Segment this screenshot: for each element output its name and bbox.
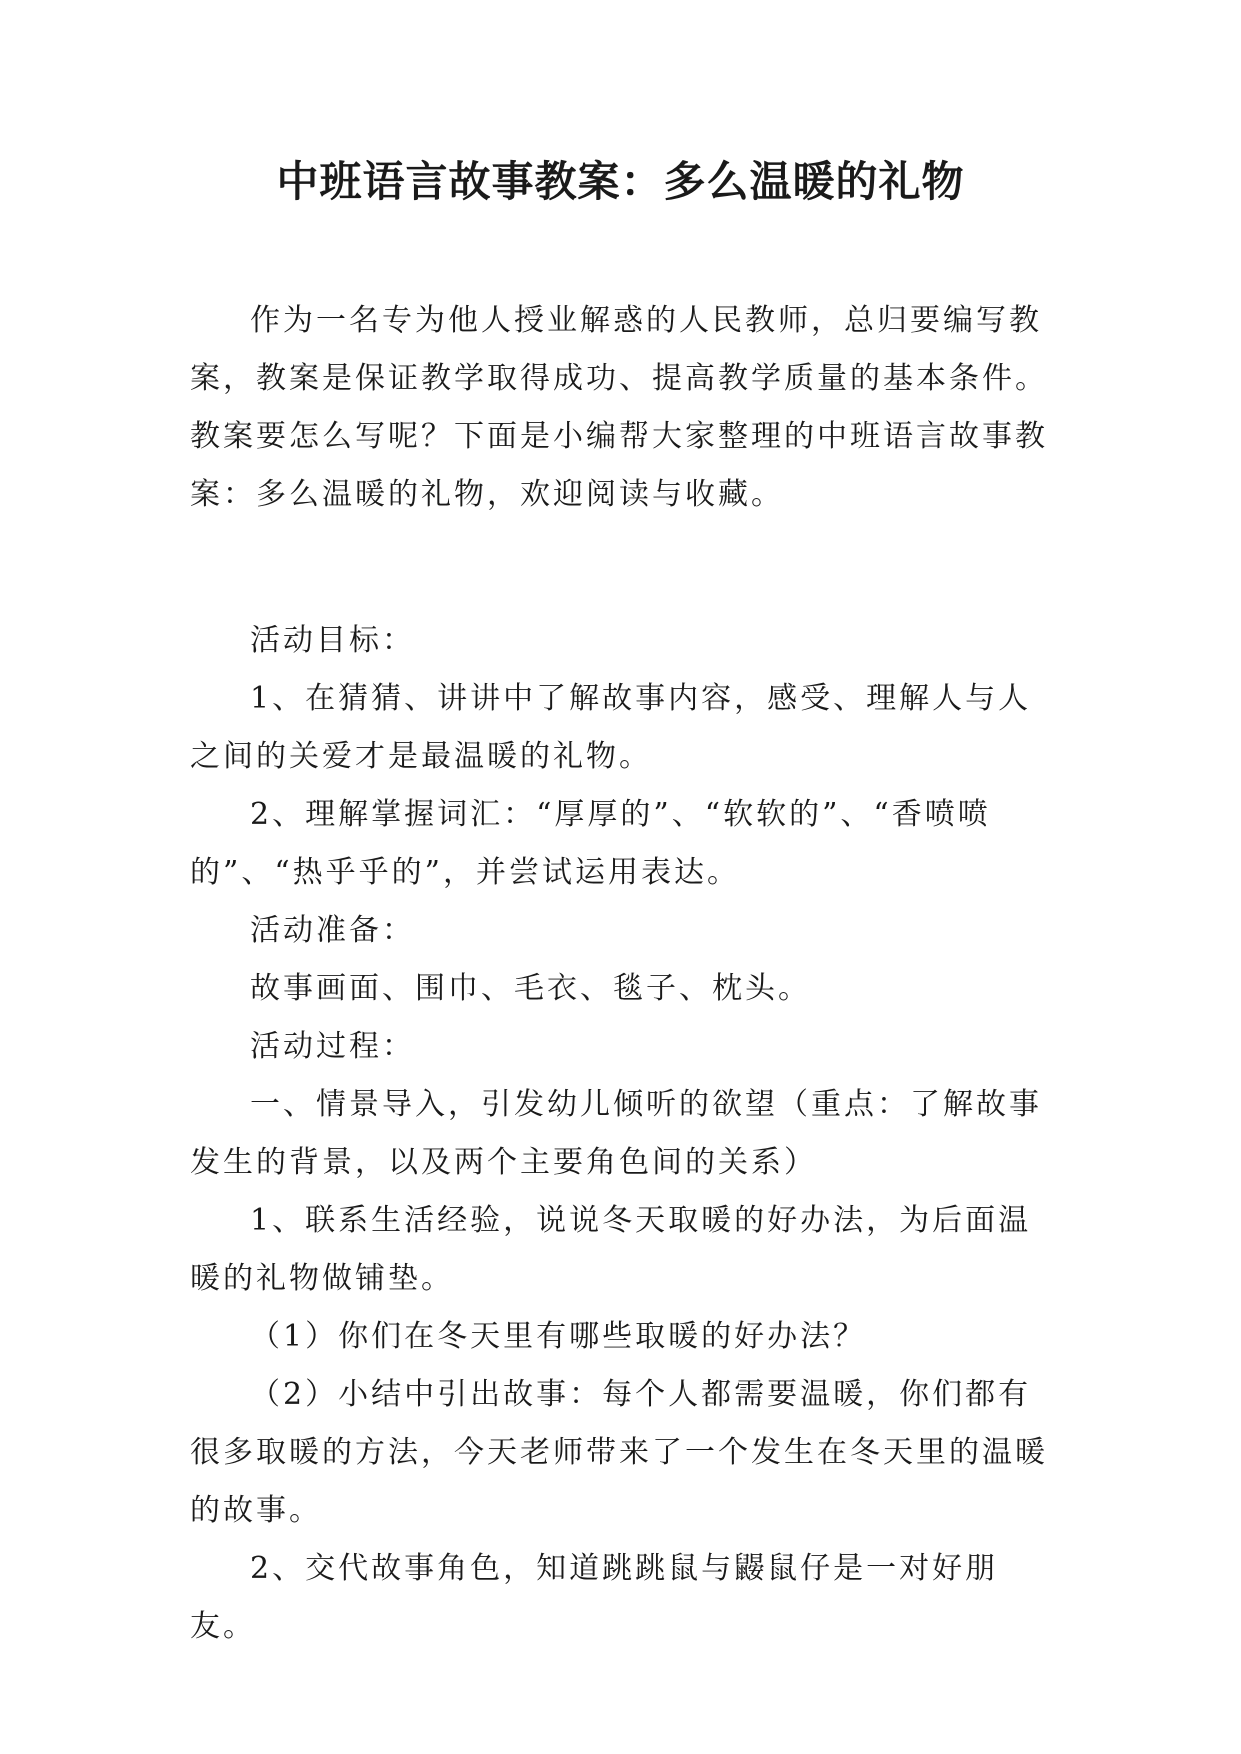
section-heading-preparation: 活动准备：: [250, 913, 415, 948]
paragraph-spacer: [190, 524, 1050, 612]
document-body: [190, 292, 1050, 1656]
preparation-list: 故事画面、围巾、毛衣、毯子、枕头。: [250, 971, 811, 1006]
goal-item-2: 2、理解掌握词汇：“厚厚的”、“软软的”、“香喷喷的”、“热乎乎的”，并尝试运用表达。: [190, 797, 991, 890]
goal-item-1: 1、在猜猜、讲讲中了解故事内容，感受、理解人与人之间的关爱才是最温暖的礼物。: [190, 681, 1032, 774]
process-summary: （2）小结中引出故事：每个人都需要温暖，你们都有很多取暖的方法，今天老师带来了一个发生在冬天里的温暖的故事。: [190, 1377, 1048, 1528]
section-heading-process: 活动过程：: [250, 1029, 415, 1064]
process-step-1: 一、情景导入，引发幼儿倾听的欲望（重点：了解故事发生的背景，以及两个主要角色间的关系）: [190, 1087, 1042, 1180]
intro-paragraph: 作为一名专为他人授业解惑的人民教师，总归要编写教案，教案是保证教学取得成功、提高教学质量的基本条件。教案要怎么写呢？下面是小编帮大家整理的中班语言故事教案：多么温暖的礼物，欢迎阅读与收藏。: [190, 303, 1048, 512]
process-question-1: （1）你们在冬天里有哪些取暖的好办法？: [250, 1319, 867, 1354]
section-heading-goals: 活动目标：: [250, 623, 415, 658]
document-title: 中班语言故事教案：多么温暖的礼物: [276, 157, 965, 206]
process-substep-2: 2、交代故事角色，知道跳跳鼠与鼹鼠仔是一对好朋友。: [190, 1551, 999, 1644]
process-substep-1: 1、联系生活经验，说说冬天取暖的好办法，为后面温暖的礼物做铺垫。: [190, 1203, 1032, 1296]
